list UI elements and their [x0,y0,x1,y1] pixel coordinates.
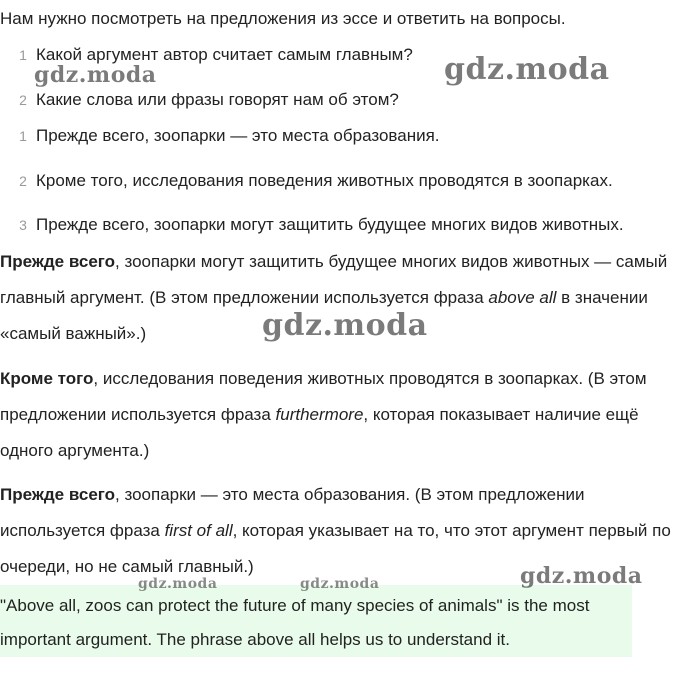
explanation-text: , зоопарки могут защитить будущее многих видов животных — самый главный аргумент. (В этом предложении используется фраза [0,252,668,307]
sentence-text: Прежде всего, зоопарки могут защитить будущее многих видов животных. [36,215,624,234]
intro-text: Нам нужно посмотреть на предложения из эссе и ответить на вопросы. [0,9,566,28]
item-number: 1 [19,128,27,144]
explanation-keyword: Прежде всего [0,252,116,271]
list-item [0,88,399,112]
watermark: gdz.moda [520,563,643,589]
explanation-keyword: Кроме того [0,369,94,388]
watermark: gdz.moda [262,308,428,343]
answer-box [0,585,632,657]
english-phrase: first of all [164,521,233,540]
item-number: 2 [19,173,27,189]
answer-text: "Above all, zoos can protect the future of many species of animals" is the most important argument. The phrase above all helps us to understand it. [0,596,590,649]
sentence-text: Прежде всего, зоопарки — это места образования. [36,126,440,145]
explanation-text: , которая показывает наличие ещё одного аргумента.) [0,405,639,460]
watermark: gdz.moda [444,52,610,87]
watermark: gdz.moda [34,62,157,88]
item-number: 1 [19,47,27,63]
list-item [0,213,624,237]
explanation-text: , которая указывает на то, что этот аргумент первый по очереди, но не самый главный.) [0,521,671,576]
explanation-text: , исследования поведения животных проводятся в зоопарках. (В этом предложении используется фраза [0,369,647,424]
explanation-text: в значении «самый важный».) [0,288,648,343]
item-number: 2 [19,92,27,108]
watermark: gdz.moda [300,576,380,592]
english-phrase: above all [488,288,557,307]
item-number: 3 [19,217,27,233]
explanation-paragraph [0,361,680,469]
list-item [0,169,613,193]
question-text: Какой аргумент автор считает самым главным? [36,45,413,64]
watermark: gdz.moda [138,576,218,592]
explanation-keyword: Прежде всего [0,485,116,504]
question-text: Какие слова или фразы говорят нам об этом? [36,90,399,109]
english-phrase: furthermore [275,405,364,424]
list-item [0,124,440,148]
explanation-text: , зоопарки — это места образования. (В этом предложении используется фраза [0,485,585,540]
sentence-text: Кроме того, исследования поведения животных проводятся в зоопарках. [36,171,613,190]
